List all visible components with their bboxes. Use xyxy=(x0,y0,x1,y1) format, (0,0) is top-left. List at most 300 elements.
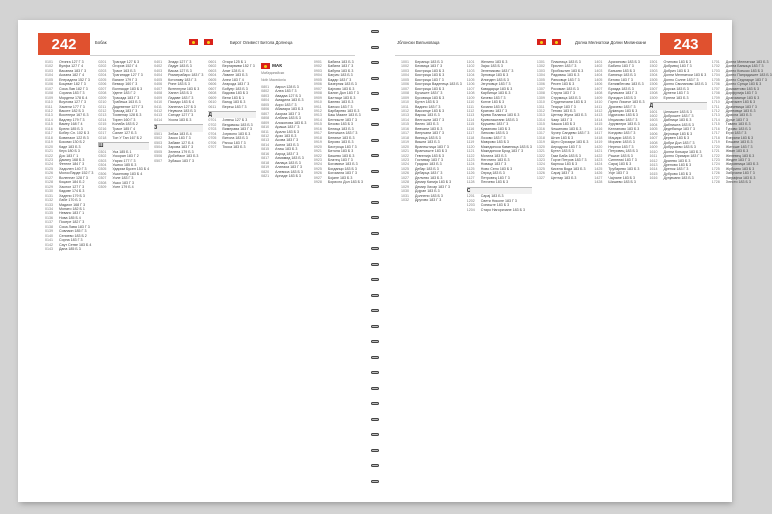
entry-code: 0701 xyxy=(208,118,217,123)
entry-code: 1607 xyxy=(649,136,658,141)
entry-name: Чучер Сандево 183 Г 3 xyxy=(550,131,590,136)
country-name-en: Noth Macedonia xyxy=(261,78,286,82)
entry-code: 1427 xyxy=(594,175,603,180)
entry-code: 0817 xyxy=(261,156,270,161)
entry-name: Бајлово 183 Б 3 xyxy=(327,86,355,91)
index-entry xyxy=(467,208,532,212)
entry-code: 1031 xyxy=(401,193,409,198)
index-column xyxy=(261,60,309,492)
entry-name: Кондово 183 Г 3 xyxy=(608,131,636,136)
entry-name: Албана 183 Б 3 xyxy=(275,116,301,121)
entry-code: 1428 xyxy=(594,180,603,185)
entry-name: Долно Папрадиште 183 Б 3 xyxy=(725,73,772,78)
entry-name: Долно Свиланово 183 Б 3 xyxy=(663,82,707,87)
entry-code: 0211 xyxy=(98,104,107,109)
entry-code: 1203 xyxy=(466,203,475,208)
entry-code: 1703 xyxy=(711,68,720,73)
entry-code: 0404 xyxy=(154,73,163,78)
entry-code: 1610 xyxy=(649,149,658,154)
entry-code: 1106 xyxy=(466,82,475,87)
entry-name: Јзгвеш 127 Б 3 xyxy=(222,118,248,123)
entry-name: Алатаоа 183 Г 3 xyxy=(275,165,303,170)
entry-name: Долни Коњари 183 Б 3 xyxy=(663,149,702,154)
entry-name: Нова 185 Б 4 xyxy=(59,215,81,220)
entry-name: Вучидол 183 Б 3 xyxy=(608,95,636,100)
entry-name: Вишни 183 Б 3 xyxy=(415,140,440,145)
entry-name: Кратово 183 Г 3 xyxy=(480,108,508,113)
entry-code: 0138 xyxy=(45,224,53,229)
index-entry xyxy=(401,198,462,202)
entry-name: Арзо 183 Б 3 xyxy=(275,133,297,138)
entry-code: 1319 xyxy=(536,140,545,145)
entry-code: 0916 xyxy=(313,126,322,131)
entry-code: 0503 xyxy=(154,140,163,145)
entry-code: 1316 xyxy=(536,126,545,131)
entry-name: Белица 183 Б 3 xyxy=(327,126,354,131)
index-column xyxy=(401,60,462,492)
entry-name: Сарај 183 Г 3 xyxy=(550,171,574,176)
entry-code: 0108 xyxy=(45,91,53,96)
binding-ring xyxy=(371,309,379,312)
entry-name: Бразда 183 Б 3 xyxy=(608,86,634,91)
entry-name: Хаснол 127 Г 3 xyxy=(59,184,85,189)
entry-name: Ука 185 Б 1 xyxy=(112,149,132,154)
entry-name: Карпош 183 Б 3 xyxy=(550,162,578,167)
entry-name: Алевиоа 183 Б 3 xyxy=(275,169,303,174)
entry-code: 0704 xyxy=(208,131,217,136)
entry-name: Банево 183 Б 3 xyxy=(327,100,354,105)
entry-code: 1327 xyxy=(536,175,545,180)
entry-code: 1010 xyxy=(401,100,409,105)
entry-code: 0129 xyxy=(45,184,53,189)
spiral-binding xyxy=(371,30,379,490)
entry-name: Кадове 174 Б 3 xyxy=(59,189,85,194)
entry-code: 1409 xyxy=(594,95,603,100)
entry-code: 1018 xyxy=(401,135,409,140)
entry-name: Бегниште 183 Г 3 xyxy=(327,117,357,122)
entry-code: 0213 xyxy=(98,113,107,118)
entry-code: 1101 xyxy=(466,60,475,64)
entry-name: Ускоран 183 Г 2 xyxy=(112,154,139,159)
entry-code: 0112 xyxy=(45,108,53,113)
entry-name: Дамагу 168 Б 3 xyxy=(59,157,85,162)
entry-code: 1418 xyxy=(594,135,603,140)
entry-name: Дрисла 183 Б 3 xyxy=(725,113,752,118)
entry-name: Демир Капија 183 Б 3 xyxy=(415,180,452,185)
entry-code: 0216 xyxy=(98,126,107,131)
entry-code: 0205 xyxy=(98,77,107,82)
entry-name: Вагод 183 Б 3 xyxy=(222,100,246,105)
entry-name: Дреново 183 Б 3 xyxy=(663,162,692,167)
binding-ring xyxy=(371,108,379,111)
entry-name: Битола 183 Б 3 xyxy=(327,149,354,154)
entry-code: 1116 xyxy=(466,126,475,131)
entry-code: 0913 xyxy=(313,113,322,118)
entry-code: 0306 xyxy=(98,171,107,176)
entry-name: Хадилен 140 Г 3 xyxy=(59,166,87,171)
entry-code: 0810 xyxy=(261,125,270,130)
entry-code: 1702 xyxy=(711,64,720,69)
entry-name: Банско 183 Г 3 xyxy=(327,104,353,109)
entry-name: Отиново 183 Б 3 xyxy=(663,60,692,64)
entry-name: Јзгрвоно 183 Б 3 xyxy=(222,131,251,136)
entry-code: 1120 xyxy=(466,144,475,149)
entry-code: 1013 xyxy=(401,113,409,118)
entry-code: 1008 xyxy=(401,91,409,96)
entry-code: 1704 xyxy=(711,73,720,78)
entry-name: Вадлер 179 Г 3 xyxy=(59,117,85,122)
entry-code: 0204 xyxy=(98,73,107,78)
entry-code: 1022 xyxy=(401,153,409,158)
entry-code: 1025 xyxy=(401,166,409,171)
right-page xyxy=(375,20,772,502)
entry-code: 0215 xyxy=(98,122,107,127)
entry-code: 0818 xyxy=(261,160,270,165)
entry-name: Атарода 183 Г 3 xyxy=(222,82,250,87)
entry-code: 1419 xyxy=(594,140,603,145)
entry-name: Трасад 183 Г 3 xyxy=(112,108,138,113)
entry-code: 1012 xyxy=(401,108,409,113)
entry-name: Вени 183 Б 1 xyxy=(222,95,245,100)
entry-name: Жеден 183 Г 3 xyxy=(725,157,750,162)
entry-code: 1127 xyxy=(466,175,475,180)
entry-name: Уарис 177 Г 3 xyxy=(112,158,136,163)
entry-name: Зелена 179 Б 3 xyxy=(168,149,194,154)
entry-code: 1115 xyxy=(466,122,475,127)
entry-name: Усен 179 Б 4 xyxy=(112,185,134,190)
entry-name: Бегово 183 Г 3 xyxy=(608,77,633,82)
flag-icon xyxy=(552,39,561,45)
entry-code: 0209 xyxy=(98,95,107,100)
entry-name: Чешиново 183 Б 3 xyxy=(550,126,582,131)
section-letter: З xyxy=(154,124,203,131)
entry-code: 0924 xyxy=(313,162,322,167)
right-page-number: 243 xyxy=(660,33,712,55)
entry-code: 1312 xyxy=(536,108,545,113)
entry-name: Инџиково 183 Г 3 xyxy=(608,117,638,122)
entry-name: Вранештица 183 Г 3 xyxy=(415,144,449,149)
entry-name: Драчевица 183 Г 3 xyxy=(725,104,757,109)
entry-name: Тирен 160 Г 3 xyxy=(112,117,136,122)
entry-code: 1722 xyxy=(711,153,720,158)
entry-name: Васаа 127 Б 3 xyxy=(168,68,192,73)
entry-name: Ушкеновр 183 Б 4 xyxy=(112,171,143,176)
left-page-title: Бирот Оливест Битола Долнеца xyxy=(230,40,293,45)
entry-code: 1603 xyxy=(649,118,658,123)
entry-code: 0133 xyxy=(45,202,53,207)
entry-code: 1314 xyxy=(536,117,545,122)
entry-code: 0905 xyxy=(313,77,322,82)
entry-name: Виница 183 Б 3 xyxy=(415,135,441,140)
entry-name: Струга 183 Г 3 xyxy=(550,91,575,96)
entry-code: 1719 xyxy=(711,140,720,145)
entry-name: Бабина 183 Б 3 xyxy=(327,60,354,64)
entry-code: 1711 xyxy=(711,104,720,109)
entry-name: Велес 183 Б 3 xyxy=(415,122,439,127)
entry-code: 1322 xyxy=(536,153,545,158)
entry-name: Трубарево 183 Б 3 xyxy=(608,166,640,171)
entry-code: 1326 xyxy=(536,171,545,176)
entry-name: Авлаџа 183 Б 3 xyxy=(275,160,301,165)
entry-code: 0203 xyxy=(98,68,107,73)
entry-name: Неготино 183 Б 3 xyxy=(480,157,510,162)
entry-code: 1410 xyxy=(594,100,603,105)
entry-name: Чаир 183 Г 3 xyxy=(550,117,573,122)
binding-ring xyxy=(371,449,379,452)
entry-code: 0114 xyxy=(45,117,53,122)
entry-code: 0208 xyxy=(98,91,107,96)
index-entry xyxy=(261,174,309,178)
entry-code: 0909 xyxy=(313,95,322,100)
entry-code: 1721 xyxy=(711,149,720,154)
entry-code: 1324 xyxy=(536,162,545,167)
entry-code: 0812 xyxy=(261,133,270,138)
entry-name: Баш Маале 183 Б 3 xyxy=(327,113,361,118)
entry-code: 0911 xyxy=(313,104,322,109)
entry-code: 0126 xyxy=(45,171,53,176)
entry-code: 0408 xyxy=(154,91,163,96)
entry-name: Јурумлери 183 Б 3 xyxy=(608,122,640,127)
entry-name: Зубашо 183 Г 3 xyxy=(168,158,194,163)
entry-code: 1415 xyxy=(594,122,603,127)
entry-code: 0912 xyxy=(313,108,322,113)
entry-name: Сарај 183 Б 3 xyxy=(480,194,504,199)
entry-code: 0136 xyxy=(45,215,53,220)
entry-code: 1026 xyxy=(401,171,409,176)
entry-name: Хадени 179 Б 3 xyxy=(59,193,85,198)
entry-code: 0107 xyxy=(45,86,53,91)
entry-code: 0125 xyxy=(45,166,53,171)
entry-name: Балин Дол 183 Г 3 xyxy=(327,91,359,96)
entry-code: 1003 xyxy=(401,68,409,73)
entry-name: Гостивар 183 Г 3 xyxy=(415,157,443,162)
index-column xyxy=(594,60,644,492)
entry-name: Тетово 183 Б 3 xyxy=(550,108,576,113)
entry-name: Забаве 127 Б 4 xyxy=(168,140,194,145)
entry-name: Мордени 178 Б 4 xyxy=(59,95,88,100)
entry-code: 1204 xyxy=(466,207,475,212)
entry-name: Рашче 183 Б 3 xyxy=(608,153,633,158)
entry-name: Бесвица 183 Г 3 xyxy=(415,64,443,69)
entry-name: Дедебалци 183 Г 3 xyxy=(663,127,695,132)
flag-icon xyxy=(204,39,213,45)
entry-code: 0101 xyxy=(45,60,53,64)
entry-name: Варош 183 Б 3 xyxy=(415,113,440,118)
entry-name: Вереш 183 Г 3 xyxy=(222,104,247,109)
index-column xyxy=(98,60,149,492)
entry-code: 1029 xyxy=(401,184,409,189)
entry-name: Бистрица 183 Г 3 xyxy=(415,77,444,82)
entry-code: 0117 xyxy=(45,131,53,136)
entry-code: 1307 xyxy=(536,86,545,91)
flag-icon xyxy=(189,39,198,45)
entry-code: 0403 xyxy=(154,68,163,73)
entry-name: Вулфа 127 Г 4 xyxy=(59,64,84,69)
entry-code: 1313 xyxy=(536,113,545,118)
entry-name: Боцеват 182 Г 3 xyxy=(59,82,86,87)
entry-name: Драгоманце 183 Б 3 xyxy=(725,95,760,100)
entry-name: Трасе 163 Б 3 xyxy=(112,68,136,73)
entry-code: 1114 xyxy=(466,117,475,122)
entry-code: 1028 xyxy=(401,180,409,185)
entry-name: Злести 183 Б 3 xyxy=(725,180,751,185)
entry-code: 0401 xyxy=(154,60,163,64)
entry-name: Горно Лисиче 183 Б 3 xyxy=(608,100,645,105)
entry-name: Алеи 183 Г 4 xyxy=(222,77,244,82)
entry-name: Могила 183 Б 3 xyxy=(480,153,507,158)
entry-name: Добри Дол 183 Г 3 xyxy=(663,140,695,145)
index-entry xyxy=(45,247,93,251)
entry-name: Долно Солне 183 Г 3 xyxy=(663,77,699,82)
entry-name: Мадиол 168 Г 3 xyxy=(59,202,86,207)
entry-code: 0305 xyxy=(98,167,107,172)
entry-name: Уоле 183 Г 3 xyxy=(112,176,134,181)
entry-name: Аоро 183 Г 3 xyxy=(275,102,297,107)
entry-code: 1017 xyxy=(401,131,409,136)
section-letter: Д xyxy=(650,102,707,109)
entry-code: 1305 xyxy=(536,77,545,82)
entry-code: 0820 xyxy=(261,169,270,174)
entry-name: Бистрица Ваденеца 183 Б 3 xyxy=(415,82,462,87)
entry-name: Центар Жупа 183 Б 3 xyxy=(550,113,587,118)
entry-name: Вамеу 168 Г 4 xyxy=(59,122,83,127)
entry-code: 0603 xyxy=(208,68,217,73)
entry-code: 0504 xyxy=(154,145,163,150)
entry-code: 0813 xyxy=(261,138,270,143)
entry-name: Свети Николе 183 Г 3 xyxy=(480,198,517,203)
entry-name: Заграфча 183 Б 3 xyxy=(725,175,756,180)
entry-name: Добрушево 183 Б 3 xyxy=(663,145,696,150)
entry-name: Брели 185 Б 3 xyxy=(59,126,83,131)
entry-code: 0920 xyxy=(313,144,322,149)
entry-code: 1309 xyxy=(536,95,545,100)
entry-name: Прилеп 183 Г 3 xyxy=(550,64,577,69)
entry-name: Бабуна 183 Б 3 xyxy=(327,68,354,73)
entry-code: 0135 xyxy=(45,211,53,216)
entry-name: Тосвенар 128 Б 3 xyxy=(112,113,142,118)
entry-code: 1009 xyxy=(401,95,409,100)
entry-code: 1308 xyxy=(536,91,545,96)
entry-code: 1701 xyxy=(711,60,720,64)
entry-code: 0811 xyxy=(261,129,269,134)
entry-code: 0702 xyxy=(208,122,217,127)
entry-code: 0601 xyxy=(208,60,217,64)
entry-name: Дреновци 183 Б 3 xyxy=(725,108,756,113)
entry-code: 0923 xyxy=(313,157,322,162)
entry-name: Лавате 183 Б 3 xyxy=(222,73,248,78)
entry-code: 0921 xyxy=(313,149,322,154)
entry-code: 1411 xyxy=(594,104,603,109)
entry-name: Воленнат 128 Г 3 xyxy=(59,175,88,180)
binding-ring xyxy=(371,480,379,483)
entry-name: Градско 183 Б 3 xyxy=(415,162,442,167)
entry-name: Асиана 182 Г 4 xyxy=(59,73,85,78)
binding-ring xyxy=(371,139,379,142)
index-entry xyxy=(537,176,590,180)
entry-code: 0128 xyxy=(45,180,53,185)
entry-name: Елшани 183 Б 3 xyxy=(725,140,753,145)
entry-code: 1718 xyxy=(711,135,720,140)
entry-code: 1502 xyxy=(649,64,658,69)
entry-code: 1508 xyxy=(649,91,658,96)
entry-code: 1124 xyxy=(466,162,475,167)
header-rule xyxy=(90,55,355,56)
entry-code: 1032 xyxy=(401,198,409,203)
entry-code: 1118 xyxy=(466,135,475,140)
entry-code: 0918 xyxy=(313,135,322,140)
entry-code: 1126 xyxy=(466,171,475,176)
entry-code: 1420 xyxy=(594,144,603,149)
entry-name: Барбарево 183 Б 3 xyxy=(327,108,360,113)
entry-code: 0207 xyxy=(98,86,107,91)
entry-name: Вепрчани 183 Г 3 xyxy=(415,131,445,136)
binding-ring xyxy=(371,433,379,436)
entry-code: 0111 xyxy=(45,104,53,109)
entry-code: 1311 xyxy=(536,104,545,109)
entry-name: Гази Баба 183 Б 3 xyxy=(550,153,581,158)
entry-name: Карбинци 183 Б 3 xyxy=(480,91,511,96)
entry-name: Алокопова 183 Б 3 xyxy=(275,120,307,125)
entry-code: 1317 xyxy=(536,131,545,136)
entry-code: 1614 xyxy=(649,167,658,172)
entry-code: 1506 xyxy=(649,82,658,87)
entry-code: 1318 xyxy=(536,135,545,140)
entry-code: 1606 xyxy=(649,131,658,136)
entry-code: 0141 xyxy=(45,238,53,243)
entry-code: 0901 xyxy=(313,60,322,64)
entry-name: Ергели 183 Б 3 xyxy=(663,95,689,100)
index-column xyxy=(314,60,363,492)
entry-name: Арнаде 183 Б 3 xyxy=(275,174,301,179)
entry-code: 1108 xyxy=(466,91,475,96)
entry-name: Монато 182 Б 1 xyxy=(59,206,85,211)
entry-code: 0927 xyxy=(313,175,322,180)
index-entry xyxy=(208,105,256,109)
index-entry xyxy=(594,180,644,184)
entry-name: Тон У Тап 167 Б 2 xyxy=(112,135,142,140)
index-entry xyxy=(98,185,149,189)
entry-name: Енерадата 152 Г 3 xyxy=(59,77,90,82)
entry-name: Бобуер 183 Б 3 xyxy=(222,86,248,91)
entry-code: 1406 xyxy=(594,82,603,87)
entry-code: 0412 xyxy=(154,108,163,113)
entry-name: Берово 183 Б 3 xyxy=(327,140,354,145)
entry-name: Огоров 152 Г 4 xyxy=(112,64,138,69)
entry-name: Вевчани 183 Б 3 xyxy=(415,126,443,131)
entry-name: Пехчево 183 Б 3 xyxy=(480,180,509,185)
section-letter: Д xyxy=(208,111,256,118)
entry-code: 1117 xyxy=(466,131,475,136)
entry-name: Трабеша 163 Б 3 xyxy=(112,100,141,105)
entry-name: Ваксинце 183 Б 3 xyxy=(415,108,445,113)
entry-name: Ударим Бусел 153 Б 4 xyxy=(112,167,150,172)
entry-name: Арали 183 Б 3 xyxy=(275,129,299,134)
entry-name: Амадила 183 Б 3 xyxy=(275,98,304,103)
entry-code: 1119 xyxy=(466,140,475,145)
entry-code: 1310 xyxy=(536,100,545,105)
entry-name: Сорана 183 Г 3 xyxy=(59,91,85,96)
entry-name: Зарова 183 Г 3 xyxy=(168,145,194,150)
entry-name: Бабино 183 Г 3 xyxy=(608,64,634,69)
binding-ring xyxy=(371,263,379,266)
entry-name: Добривој 183 Г 3 xyxy=(663,64,692,69)
entry-name: МолосПарде 152 Г 3 xyxy=(59,171,94,176)
entry-code: 0919 xyxy=(313,140,322,145)
entry-name: Бистрица 183 Б 3 xyxy=(415,86,445,91)
entry-name: Блатец 183 Г 3 xyxy=(327,157,353,162)
binding-ring xyxy=(371,30,379,33)
entry-name: Езерани 183 Б 3 xyxy=(725,135,754,140)
